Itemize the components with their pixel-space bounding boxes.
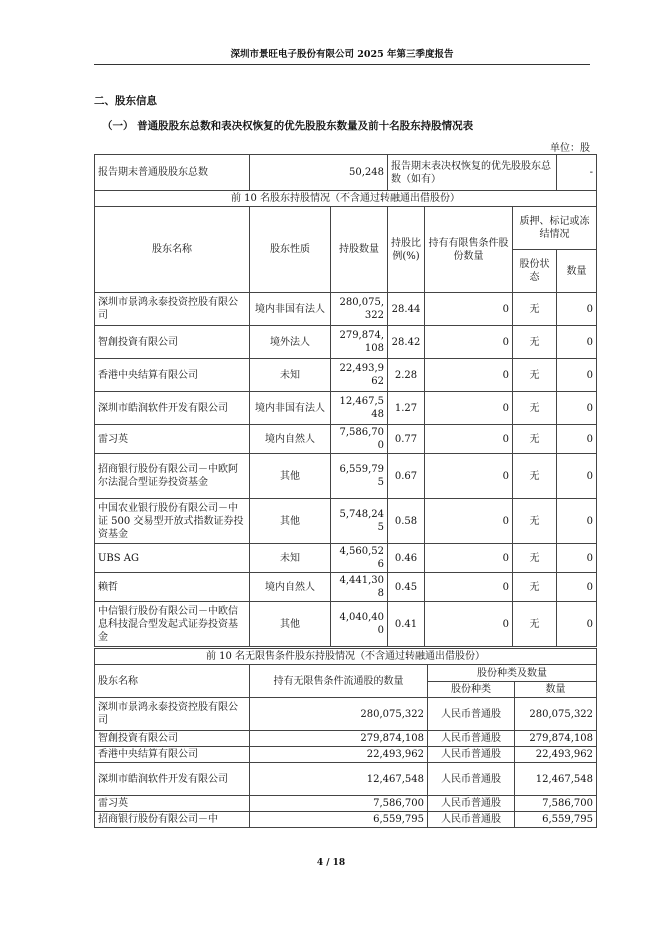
shares-held: 22,493,962 [331,359,388,392]
shares-held: 4,560,526 [331,544,388,573]
unrestricted-caption-row [95,649,597,665]
holding-ratio: 2.28 [388,359,425,392]
pledge-status: 无 [513,392,557,425]
share-class: 人民币普通股 [428,763,515,796]
unrestricted-shares: 279,874,108 [250,731,428,747]
subsection-title: （一） 普通股股东总数和表决权恢复的优先股股东数量及前十名股东持股情况表 [102,120,474,132]
shares-held: 5,748,245 [331,499,388,544]
table-row [95,812,597,828]
unres-header-name: 股东名称 [95,665,250,698]
unrestricted-header-row [95,665,597,682]
table-row [95,454,597,499]
share-class: 人民币普通股 [428,747,515,763]
shareholder-nature: 境外法人 [250,326,331,359]
col-header-status: 股份状态 [513,250,557,293]
restricted-shares: 0 [425,293,513,326]
shareholder-name: 赖哲 [95,573,250,602]
pledge-status: 无 [513,293,557,326]
shareholder-nature: 未知 [250,359,331,392]
pledge-status: 无 [513,454,557,499]
table-row [95,425,597,454]
pledge-qty: 0 [557,326,597,359]
unrestricted-shares: 7,586,700 [250,796,428,812]
shares-held: 7,586,700 [331,425,388,454]
shareholder-name: 深圳市皓润软件开发有限公司 [95,763,250,796]
shareholder-name: 深圳市景鸿永泰投资控股有限公司 [95,293,250,326]
pledge-status: 无 [513,326,557,359]
pledge-qty: 0 [557,602,597,647]
table-row [95,747,597,763]
pledge-qty: 0 [557,359,597,392]
unrestricted-caption: 前 10 名无限售条件股东持股情况（不含通过转融通出借股份） [95,649,597,665]
holding-ratio: 0.67 [388,454,425,499]
shareholder-nature: 其他 [250,454,331,499]
restricted-shares: 0 [425,499,513,544]
restricted-shares: 0 [425,425,513,454]
holding-ratio: 0.45 [388,573,425,602]
restricted-shares: 0 [425,544,513,573]
table-row [95,602,597,647]
shares-held: 4,441,308 [331,573,388,602]
table-row [95,796,597,812]
table-row [95,731,597,747]
share-class: 人民币普通股 [428,698,515,731]
share-qty: 22,493,962 [515,747,597,763]
shareholder-nature: 其他 [250,602,331,647]
top10-caption-row [95,191,597,207]
pledge-status: 无 [513,499,557,544]
pledge-qty: 0 [557,425,597,454]
page-header: 深圳市景旺电子股份有限公司 2025 年第三季度报告 [94,46,590,65]
restricted-shares: 0 [425,454,513,499]
restricted-shares: 0 [425,359,513,392]
share-qty: 12,467,548 [515,763,597,796]
unres-header-qty: 数量 [515,682,597,698]
total-holders-label: 报告期末普通股股东总数 [95,155,250,191]
unres-header-class-group: 股份种类及数量 [428,665,597,682]
holding-ratio: 0.77 [388,425,425,454]
share-class: 人民币普通股 [428,731,515,747]
col-header-ratio: 持股比例(%) [388,207,425,293]
restricted-shares: 0 [425,392,513,425]
col-header-restricted: 持有有限售条件股份数量 [425,207,513,293]
unrestricted-shares: 6,559,795 [250,812,428,828]
table-row [95,573,597,602]
shareholder-name: 招商银行股份有限公司－中欧阿尔法混合型证券投资基金 [95,454,250,499]
shareholder-name: 中信银行股份有限公司－中欧信息科技混合型发起式证券投资基金 [95,602,250,647]
holding-ratio: 0.46 [388,544,425,573]
shareholder-nature: 境内自然人 [250,573,331,602]
pledge-status: 无 [513,602,557,647]
table-row [95,326,597,359]
shareholder-nature: 境内非国有法人 [250,392,331,425]
shares-held: 280,075,322 [331,293,388,326]
pledge-qty: 0 [557,573,597,602]
shareholder-nature: 境内自然人 [250,425,331,454]
shareholder-name: UBS AG [95,544,250,573]
shareholder-table [94,154,597,647]
shareholder-nature: 其他 [250,499,331,544]
table-row [95,293,597,326]
table-row [95,359,597,392]
shareholder-name: 智創投資有限公司 [95,731,250,747]
total-holders-value: 50,248 [250,155,388,191]
col-header-nature: 股东性质 [250,207,331,293]
share-qty: 280,075,322 [515,698,597,731]
unit-label: 单位：股 [550,143,590,154]
pledge-qty: 0 [557,293,597,326]
restricted-shares: 0 [425,573,513,602]
table-row [95,499,597,544]
shares-held: 12,467,548 [331,392,388,425]
shareholder-name: 香港中央结算有限公司 [95,747,250,763]
shareholder-name: 雷习英 [95,425,250,454]
restricted-shares: 0 [425,602,513,647]
restricted-shares: 0 [425,326,513,359]
pledge-status: 无 [513,544,557,573]
col-header-pledge: 质押、标记或冻结情况 [513,207,597,250]
share-class: 人民币普通股 [428,812,515,828]
pledge-qty: 0 [557,544,597,573]
unrestricted-shares: 12,467,548 [250,763,428,796]
pref-holders-label: 报告期末表决权恢复的优先股股东总数（如有） [388,155,557,191]
holding-ratio: 0.41 [388,602,425,647]
table-row [95,544,597,573]
unres-header-class: 股份种类 [428,682,515,698]
table-row [95,392,597,425]
pref-holders-value: - [557,155,597,191]
shareholder-nature: 境内非国有法人 [250,293,331,326]
shares-held: 4,040,400 [331,602,388,647]
holding-ratio: 28.44 [388,293,425,326]
shareholder-nature: 未知 [250,544,331,573]
shareholder-name: 招商银行股份有限公司－中 [95,812,250,828]
share-class: 人民币普通股 [428,796,515,812]
unres-header-shares: 持有无限售条件流通股的数量 [250,665,428,698]
shareholder-name: 香港中央结算有限公司 [95,359,250,392]
unrestricted-table [94,648,597,828]
share-qty: 279,874,108 [515,731,597,747]
pledge-qty: 0 [557,499,597,544]
shareholder-name: 深圳市景鸿永泰投资控股有限公司 [95,698,250,731]
shares-held: 6,559,795 [331,454,388,499]
pledge-qty: 0 [557,454,597,499]
page-number: 4 / 18 [316,858,346,868]
pledge-status: 无 [513,573,557,602]
holding-ratio: 1.27 [388,392,425,425]
shareholder-name: 深圳市皓润软件开发有限公司 [95,392,250,425]
shares-held: 279,874,108 [331,326,388,359]
shareholder-name: 雷习英 [95,796,250,812]
pledge-status: 无 [513,359,557,392]
top10-header-row [95,207,597,250]
unrestricted-shares: 22,493,962 [250,747,428,763]
shareholder-name: 中国农业银行股份有限公司－中证 500 交易型开放式指数证券投资基金 [95,499,250,544]
table-row [95,763,597,796]
table-row [95,698,597,731]
share-qty: 7,586,700 [515,796,597,812]
unrestricted-shares: 280,075,322 [250,698,428,731]
top10-caption: 前 10 名股东持股情况（不含通过转融通出借股份） [95,191,597,207]
col-header-name: 股东名称 [95,207,250,293]
col-header-shares: 持股数量 [331,207,388,293]
pledge-qty: 0 [557,392,597,425]
shareholder-name: 智創投資有限公司 [95,326,250,359]
summary-row [95,155,597,191]
col-header-qty: 数量 [557,250,597,293]
holding-ratio: 0.58 [388,499,425,544]
section-title: 二、股东信息 [94,95,157,107]
share-qty: 6,559,795 [515,812,597,828]
pledge-status: 无 [513,425,557,454]
holding-ratio: 28.42 [388,326,425,359]
